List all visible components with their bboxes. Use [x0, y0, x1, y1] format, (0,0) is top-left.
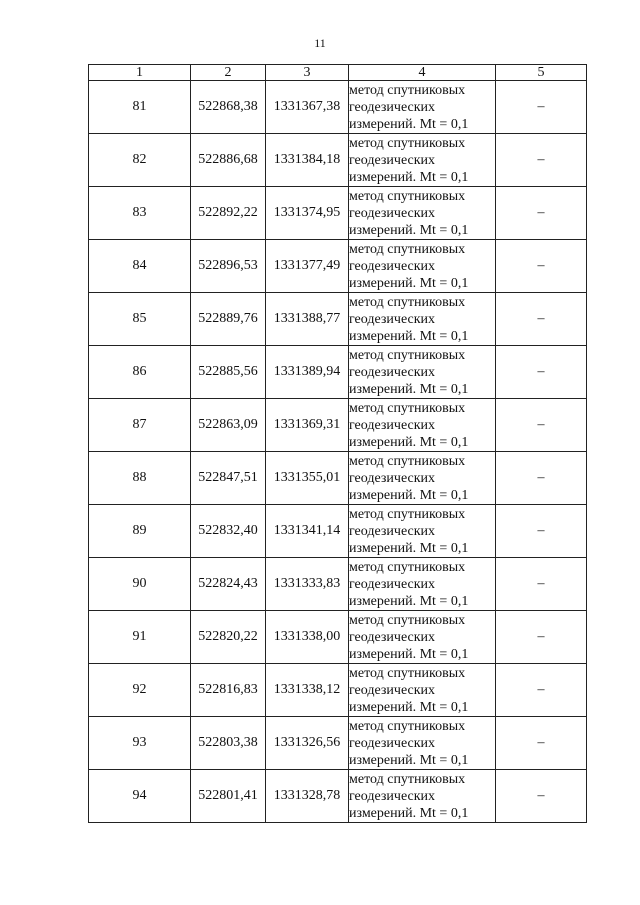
table-row [89, 134, 587, 187]
note-cell: – [496, 399, 587, 452]
x-coordinate: 522892,22 [191, 187, 266, 240]
x-coordinate: 522803,38 [191, 717, 266, 770]
column-header-5: 5 [496, 65, 587, 81]
y-coordinate: 1331369,31 [266, 399, 349, 452]
x-coordinate: 522863,09 [191, 399, 266, 452]
table-row [89, 452, 587, 505]
method-line-1: метод спутниковых [349, 82, 466, 98]
method-line-1: метод спутниковых [349, 612, 466, 628]
note-cell: – [496, 664, 587, 717]
method-line-2: геодезических [349, 735, 436, 751]
point-number: 87 [89, 399, 191, 452]
method-cell [349, 187, 496, 240]
method-line-1: метод спутниковых [349, 506, 466, 522]
table-row [89, 717, 587, 770]
y-coordinate: 1331341,14 [266, 505, 349, 558]
method-line-1: метод спутниковых [349, 771, 466, 787]
method-line-3: измерений. Mt = 0,1 [349, 222, 469, 238]
method-cell [349, 81, 496, 134]
method-line-2: геодезических [349, 205, 436, 221]
note-cell: – [496, 505, 587, 558]
y-coordinate: 1331355,01 [266, 452, 349, 505]
y-coordinate: 1331338,00 [266, 611, 349, 664]
y-coordinate: 1331377,49 [266, 240, 349, 293]
method-cell [349, 664, 496, 717]
x-coordinate: 522816,83 [191, 664, 266, 717]
method-line-2: геодезических [349, 470, 436, 486]
method-line-2: геодезических [349, 576, 436, 592]
point-number: 84 [89, 240, 191, 293]
header-row [89, 65, 587, 81]
x-coordinate: 522801,41 [191, 770, 266, 823]
method-line-2: геодезических [349, 682, 436, 698]
y-coordinate: 1331384,18 [266, 134, 349, 187]
x-coordinate: 522832,40 [191, 505, 266, 558]
method-line-2: геодезических [349, 788, 436, 804]
table-row [89, 187, 587, 240]
column-header-4: 4 [349, 65, 496, 81]
table-row [89, 505, 587, 558]
method-line-3: измерений. Mt = 0,1 [349, 487, 469, 503]
note-cell: – [496, 717, 587, 770]
method-line-1: метод спутниковых [349, 718, 466, 734]
method-cell [349, 558, 496, 611]
method-line-3: измерений. Mt = 0,1 [349, 328, 469, 344]
point-number: 83 [89, 187, 191, 240]
method-line-2: геодезических [349, 523, 436, 539]
table-row [89, 240, 587, 293]
table-row [89, 558, 587, 611]
table-row [89, 664, 587, 717]
y-coordinate: 1331333,83 [266, 558, 349, 611]
y-coordinate: 1331374,95 [266, 187, 349, 240]
point-number: 82 [89, 134, 191, 187]
method-line-3: измерений. Mt = 0,1 [349, 805, 469, 821]
note-cell: – [496, 187, 587, 240]
point-number: 86 [89, 346, 191, 399]
x-coordinate: 522824,43 [191, 558, 266, 611]
method-cell [349, 452, 496, 505]
point-number: 91 [89, 611, 191, 664]
method-line-1: метод спутниковых [349, 665, 466, 681]
point-number: 89 [89, 505, 191, 558]
point-number: 92 [89, 664, 191, 717]
method-line-1: метод спутниковых [349, 400, 466, 416]
method-line-2: геодезических [349, 629, 436, 645]
y-coordinate: 1331326,56 [266, 717, 349, 770]
y-coordinate: 1331338,12 [266, 664, 349, 717]
method-line-3: измерений. Mt = 0,1 [349, 116, 469, 132]
method-cell [349, 240, 496, 293]
point-number: 88 [89, 452, 191, 505]
method-line-1: метод спутниковых [349, 347, 466, 363]
method-line-1: метод спутниковых [349, 453, 466, 469]
x-coordinate: 522886,68 [191, 134, 266, 187]
note-cell: – [496, 81, 587, 134]
y-coordinate: 1331367,38 [266, 81, 349, 134]
y-coordinate: 1331388,77 [266, 293, 349, 346]
table-row [89, 293, 587, 346]
table-row [89, 399, 587, 452]
method-cell [349, 505, 496, 558]
method-line-1: метод спутниковых [349, 241, 466, 257]
table-row [89, 346, 587, 399]
note-cell: – [496, 293, 587, 346]
y-coordinate: 1331389,94 [266, 346, 349, 399]
method-cell [349, 611, 496, 664]
method-line-3: измерений. Mt = 0,1 [349, 646, 469, 662]
method-line-2: геодезических [349, 364, 436, 380]
x-coordinate: 522847,51 [191, 452, 266, 505]
method-cell [349, 293, 496, 346]
method-line-2: геодезических [349, 258, 436, 274]
table-row [89, 81, 587, 134]
column-header-1: 1 [89, 65, 191, 81]
method-cell [349, 134, 496, 187]
x-coordinate: 522885,56 [191, 346, 266, 399]
x-coordinate: 522820,22 [191, 611, 266, 664]
point-number: 90 [89, 558, 191, 611]
method-line-3: измерений. Mt = 0,1 [349, 275, 469, 291]
page-number: 11 [314, 36, 326, 50]
method-line-3: измерений. Mt = 0,1 [349, 169, 469, 185]
method-line-3: измерений. Mt = 0,1 [349, 540, 469, 556]
method-line-2: геодезических [349, 311, 436, 327]
method-cell [349, 346, 496, 399]
method-line-1: метод спутниковых [349, 135, 466, 151]
note-cell: – [496, 134, 587, 187]
method-line-2: геодезических [349, 99, 436, 115]
note-cell: – [496, 452, 587, 505]
method-cell [349, 770, 496, 823]
method-line-3: измерений. Mt = 0,1 [349, 593, 469, 609]
method-line-2: геодезических [349, 152, 436, 168]
method-cell [349, 399, 496, 452]
point-number: 93 [89, 717, 191, 770]
column-header-2: 2 [191, 65, 266, 81]
column-header-3: 3 [266, 65, 349, 81]
note-cell: – [496, 770, 587, 823]
coordinates-table [88, 64, 587, 823]
method-line-2: геодезических [349, 417, 436, 433]
method-line-1: метод спутниковых [349, 294, 466, 310]
point-number: 94 [89, 770, 191, 823]
x-coordinate: 522896,53 [191, 240, 266, 293]
note-cell: – [496, 611, 587, 664]
method-line-3: измерений. Mt = 0,1 [349, 699, 469, 715]
method-line-3: измерений. Mt = 0,1 [349, 752, 469, 768]
method-line-1: метод спутниковых [349, 559, 466, 575]
method-cell [349, 717, 496, 770]
point-number: 85 [89, 293, 191, 346]
table-row [89, 611, 587, 664]
method-line-1: метод спутниковых [349, 188, 466, 204]
y-coordinate: 1331328,78 [266, 770, 349, 823]
note-cell: – [496, 346, 587, 399]
note-cell: – [496, 240, 587, 293]
method-line-3: измерений. Mt = 0,1 [349, 434, 469, 450]
table-row [89, 770, 587, 823]
note-cell: – [496, 558, 587, 611]
x-coordinate: 522868,38 [191, 81, 266, 134]
point-number: 81 [89, 81, 191, 134]
method-line-3: измерений. Mt = 0,1 [349, 381, 469, 397]
x-coordinate: 522889,76 [191, 293, 266, 346]
